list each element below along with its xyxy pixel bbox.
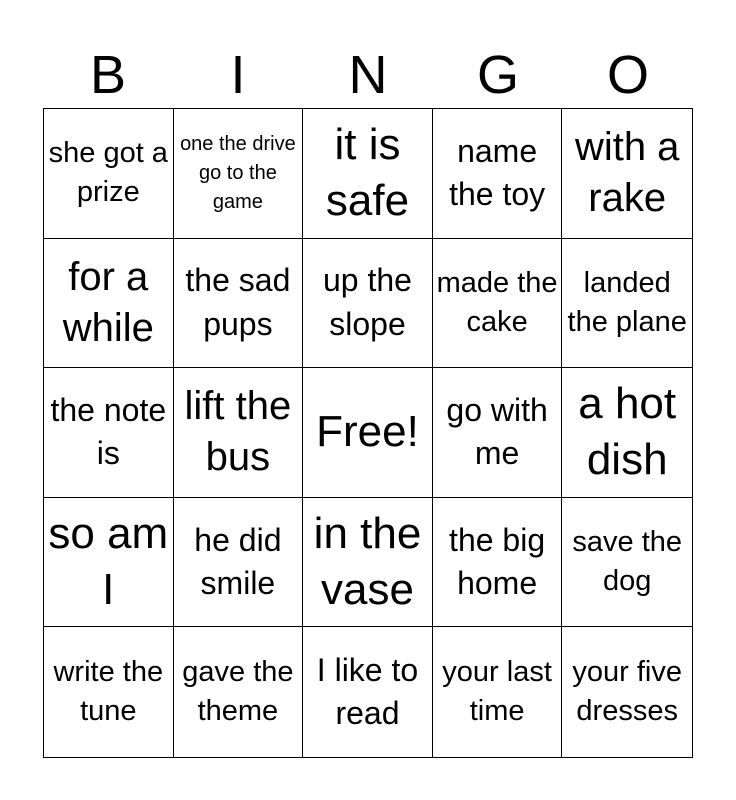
bingo-cell[interactable]: [562, 109, 692, 239]
bingo-cell[interactable]: [433, 498, 563, 628]
bingo-cell[interactable]: [44, 498, 174, 628]
cell-text: lift the bus: [184, 384, 292, 480]
cell-text: up the slope: [323, 262, 412, 342]
cell-text: the sad pups: [185, 262, 291, 342]
cell-text: write the tune: [53, 656, 164, 728]
bingo-cell[interactable]: [562, 498, 692, 628]
bingo-cell[interactable]: [562, 368, 692, 498]
cell-text: a hot dish: [578, 379, 677, 485]
cell-text: she got a prize: [48, 137, 168, 209]
bingo-cell[interactable]: [433, 239, 563, 369]
bingo-cell[interactable]: [303, 239, 433, 369]
cell-text: the note is: [50, 391, 167, 472]
cell-text: for a while: [62, 254, 154, 350]
cell-text: go with me: [446, 391, 548, 472]
header-letter-n: N: [348, 45, 388, 105]
bingo-cell[interactable]: [433, 109, 563, 239]
bingo-cell[interactable]: [174, 498, 304, 628]
cell-text: landed the plane: [567, 267, 687, 338]
bingo-cell[interactable]: [44, 239, 174, 369]
bingo-cell[interactable]: [433, 368, 563, 498]
header-letter-g: G: [476, 45, 519, 105]
free-space-label: Free!: [316, 407, 419, 457]
cell-text: it is safe: [325, 119, 410, 226]
free-space-cell[interactable]: [303, 368, 433, 498]
cell-text: gave the theme: [182, 656, 294, 728]
bingo-cell[interactable]: [174, 109, 304, 239]
bingo-cell[interactable]: [174, 368, 304, 498]
bingo-cell[interactable]: [303, 627, 433, 757]
header-letter-i: I: [230, 45, 246, 105]
cell-text: one the drive go to the game: [180, 132, 296, 213]
bingo-cell[interactable]: [174, 239, 304, 369]
bingo-cell[interactable]: [174, 627, 304, 757]
header-letter-b: B: [89, 45, 127, 105]
cell-text: in the vase: [313, 508, 422, 615]
cell-text: the big home: [449, 521, 546, 602]
cell-text: so am I: [48, 508, 169, 615]
bingo-cell[interactable]: [562, 627, 692, 757]
cell-text: save the dog: [572, 526, 683, 598]
bingo-cell[interactable]: [44, 109, 174, 239]
bingo-cell[interactable]: [303, 109, 433, 239]
bingo-cell[interactable]: [433, 627, 563, 757]
bingo-cell[interactable]: [303, 498, 433, 628]
bingo-header: [43, 42, 693, 108]
cell-text: made the cake: [436, 267, 558, 338]
cell-text: your five dresses: [572, 656, 682, 728]
cell-text: your last time: [442, 656, 552, 728]
cell-text: I like to read: [316, 651, 419, 732]
cell-text: name the toy: [449, 132, 546, 213]
header-letter-o: O: [606, 45, 649, 105]
bingo-cell[interactable]: [44, 627, 174, 757]
cell-text: with a rake: [574, 125, 680, 221]
bingo-board: [43, 108, 693, 758]
bingo-cell[interactable]: [562, 239, 692, 369]
bingo-cell[interactable]: [44, 368, 174, 498]
cell-text: he did smile: [194, 521, 282, 602]
